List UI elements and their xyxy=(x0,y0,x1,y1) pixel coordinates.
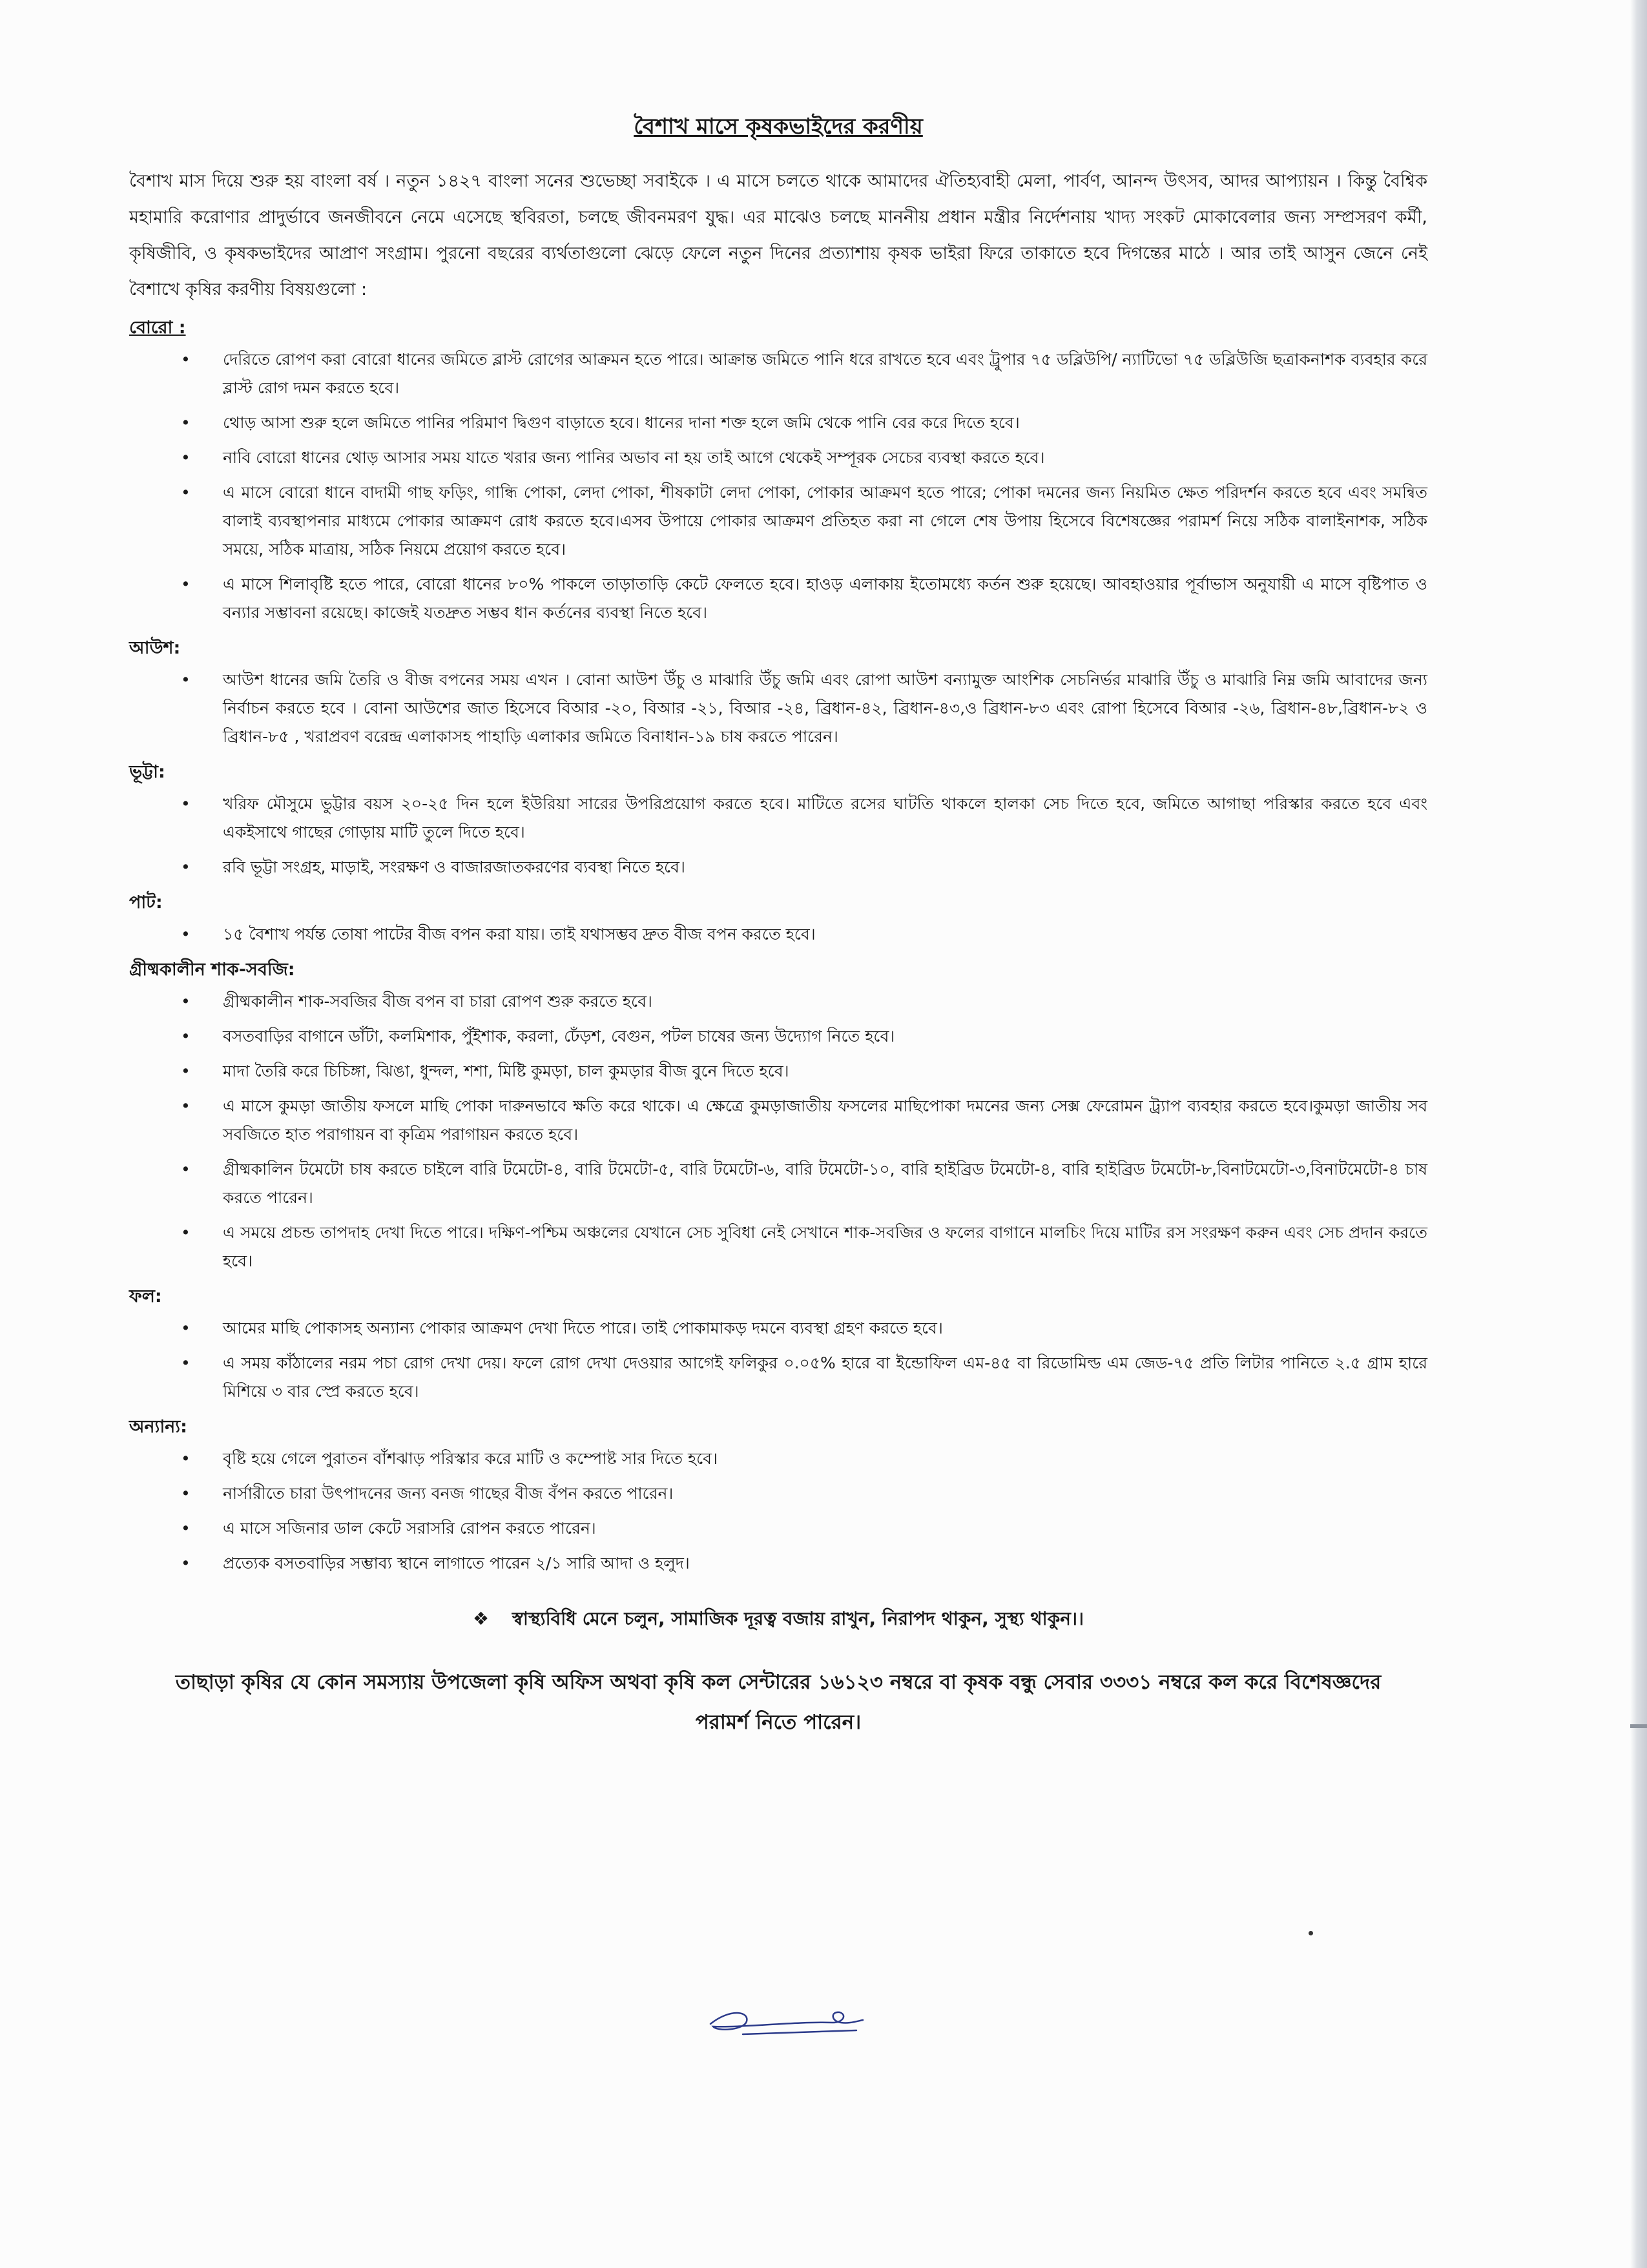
bullet-icon: • xyxy=(181,1223,191,1242)
list-item xyxy=(129,853,1427,881)
list-item xyxy=(129,570,1427,627)
diamond-bullet-icon: ❖ xyxy=(473,1608,490,1629)
section-list xyxy=(129,666,1427,751)
list-item-text: ১৫ বৈশাখ পর্যন্ত তোষা পাটের বীজ বপন করা যায়। তাই যথাসম্ভব দ্রুত বীজ বপন করতে হবে। xyxy=(223,925,816,943)
scan-speck xyxy=(1309,1931,1313,1935)
section-list xyxy=(129,1314,1427,1406)
bullet-icon: • xyxy=(181,1319,191,1337)
document-title: বৈশাখ মাসে কৃষকভাইদের করণীয় xyxy=(634,114,923,139)
section xyxy=(129,1282,1427,1406)
section-list xyxy=(129,1445,1427,1578)
list-item xyxy=(129,1445,1427,1473)
list-item xyxy=(129,1314,1427,1343)
sections-container xyxy=(129,313,1427,1578)
list-item-text: এ সময়ে প্রচন্ড তাপদাহ দেখা দিতে পারে। দক্ষিণ-পশ্চিম অঞ্চলের যেখানে সেচ সুবিধা নেই সেখানে শাক-সবজির ও ফলের বাগানে মালচিং দিয়ে মাটির রস সংরক্ষণ করুন এবং সেচ প্রদান করতে হবে। xyxy=(223,1223,1427,1270)
bullet-icon: • xyxy=(181,1554,191,1572)
section xyxy=(129,758,1427,881)
list-item-text: এ সময় কাঁঠালের নরম পচা রোগ দেখা দেয়। ফলে রোগ দেখা দেওয়ার আগেই ফলিকুর ০.০৫% হারে বা ইন্ডোফিল এম-৪৫ বা রিডোমিল্ড এম জেড-৭৫ প্রতি লিটার পানিতে ২.৫ গ্রাম হারে মিশিয়ে ৩ বার স্প্রে করতে হবে। xyxy=(223,1354,1427,1401)
bullet-icon: • xyxy=(181,483,191,502)
section-heading: আউশ: xyxy=(129,638,181,658)
list-item-text: রবি ভূট্টা সংগ্রহ, মাড়াই, সংরক্ষণ ও বাজারজাতকরণের ব্যবস্থা নিতে হবে। xyxy=(223,858,685,876)
document-body xyxy=(129,97,1427,1742)
bullet-icon: • xyxy=(181,1027,191,1046)
list-item-text: এ মাসে বোরো ধানে বাদামী গাছ ফড়িং, গান্ধি পোকা, লেদা পোকা, শীষকাটা লেদা পোকা, পোকার আক্রমণ হতে পারে; পোকা দমনের জন্য নিয়মিত ক্ষেত পরিদর্শন করতে হবে এবং সমন্বিত বালাই ব্যবস্থাপনার মাধ্যমে পোকার আক্রমণ রোধ করতে হবে।এসব উপায়ে পোকার আক্রমণ প্রতিহত করা না গেলে শেষ উপায় হিসেবে বিশেষজ্ঞের পরামর্শ নিয়ে সঠিক বালাইনাশক, সঠিক সময়ে, সঠিক মাত্রায়, সঠিক নিয়মে প্রয়োগ করতে হবে। xyxy=(223,483,1427,559)
section-list xyxy=(129,987,1427,1275)
list-item xyxy=(129,345,1427,402)
list-item-text: দেরিতে রোপণ করা বোরো ধানের জমিতে ব্লাস্ট রোগের আক্রমন হতে পারে। আক্রান্ত জমিতে পানি ধরে রাখতে হবে এবং ট্রুপার ৭৫ ডব্লিউপি/ ন্যাটিভো ৭৫ ডব্লিউজি ছত্রাকনাশক ব্যবহার করে ব্লাস্ট রোগ দমন করতে হবে। xyxy=(223,350,1427,397)
section xyxy=(129,955,1427,1275)
bullet-icon: • xyxy=(181,858,191,876)
bullet-icon: • xyxy=(181,1449,191,1468)
scanner-edge-mark xyxy=(1630,1724,1647,1728)
list-item-text: গ্রীষ্মকালীন শাক-সবজির বীজ বপন বা চারা রোপণ শুরু করতে হবে। xyxy=(223,992,652,1011)
list-item xyxy=(129,1219,1427,1275)
section xyxy=(129,1412,1427,1578)
bullet-icon: • xyxy=(181,413,191,432)
list-item xyxy=(129,444,1427,472)
health-note xyxy=(129,1605,1427,1635)
scanner-page-edge xyxy=(1630,0,1647,2268)
section xyxy=(129,634,1427,751)
bullet-icon: • xyxy=(181,1484,191,1503)
list-item xyxy=(129,666,1427,751)
intro-paragraph: বৈশাখ মাস দিয়ে শুরু হয় বাংলা বর্ষ । নতুন ১৪২৭ বাংলা সনের শুভেচ্ছা সবাইকে । এ মাসে চলতে থাকে আমাদের ঐতিহ্যবাহী মেলা, পার্বণ, আনন্দ উৎসব, আদর আপ্যায়ন । কিন্তু বৈশ্বিক মহামারি করোণার প্রাদুর্ভাবে জনজীবনে নেমে এসেছে স্থবিরতা, চলছে জীবনমরণ যুদ্ধ। এর মাঝেও চলছে মাননীয় প্রধান মন্ত্রীর নির্দেশনায় খাদ্য সংকট মোকাবেলার জন্য সম্প্রসরণ কর্মী, কৃষিজীবি, ও কৃষকভাইদের আপ্রাণ সংগ্রাম। পুরনো বছরের ব্যর্থতাগুলো ঝেড়ে ফেলে নতুন দিনের প্রত্যাশায় কৃষক ভাইরা ফিরে তাকাতে হবে দিগন্তের মাঠে । আর তাই আসুন জেনে নেই বৈশাখে কৃষির করণীয় বিষয়গুলো : xyxy=(129,171,1427,300)
list-item-text: গ্রীষ্মকালিন টমেটো চাষ করতে চাইলে বারি টমেটো-৪, বারি টমেটো-৫, বারি টমেটো-৬, বারি টমেটো-১০, বারি হাইব্রিড টমেটো-৪, বারি হাইব্রিড টমেটো-৮,বিনাটমেটো-৩,বিনাটমেটো-৪ চাষ করতে পারেন। xyxy=(223,1160,1427,1207)
section-heading: ফল: xyxy=(129,1286,162,1306)
list-item-text: এ মাসে শিলাবৃষ্টি হতে পারে, বোরো ধানের ৮০% পাকলে তাড়াতাড়ি কেটে ফেলতে হবে। হাওড় এলাকায় ইতোমধ্যে কর্তন শুরু হয়েছে। আবহাওয়ার পূর্বাভাস অনুযায়ী এ মাসে বৃষ্টিপাত ও বন্যার সম্ভাবনা রয়েছে। কাজেই যতদ্রুত সম্ভব ধান কর্তনের ব্যবস্থা নিতে হবে। xyxy=(223,575,1427,622)
section-heading: গ্রীষ্মকালীন শাক-সবজি: xyxy=(129,960,295,980)
list-item xyxy=(129,1514,1427,1543)
list-item-text: প্রত্যেক বসতবাড়ির সম্ভাব্য স্থানে লাগাতে পারেন ২/১ সারি আদা ও হলুদ। xyxy=(223,1554,690,1572)
list-item-text: বসতবাড়ির বাগানে ডাঁটা, কলমিশাক, পুঁইশাক, করলা, ঢেঁড়শ, বেগুন, পটল চাষের জন্য উদ্যোগ নিতে হবে। xyxy=(223,1027,895,1046)
bullet-icon: • xyxy=(181,670,191,689)
list-item-text: এ মাসে সজিনার ডাল কেটে সরাসরি রোপন করতে পারেন। xyxy=(223,1519,596,1538)
section-list xyxy=(129,920,1427,949)
list-item xyxy=(129,920,1427,949)
list-item-text: এ মাসে কুমড়া জাতীয় ফসলে মাছি পোকা দারুনভাবে ক্ষতি করে থাকে। এ ক্ষেত্রে কুমড়াজাতীয় ফসলের মাছিপোকা দমনের জন্য সেক্স ফেরোমন ট্র্যাপ ব্যবহার করতে হবে।কুমড়া জাতীয় সব সবজিতে হাত পরাগায়ন বা কৃত্রিম পরাগায়ন করতে হবে। xyxy=(223,1097,1427,1144)
list-item xyxy=(129,409,1427,437)
section-heading: অন্যান্য: xyxy=(129,1417,187,1437)
health-note-text: স্বাস্থ্যবিধি মেনে চলুন, সামাজিক দূরত্ব বজায় রাখুন, নিরাপদ থাকুন, সুস্থ্য থাকুন।। xyxy=(512,1608,1084,1629)
list-item xyxy=(129,1479,1427,1508)
list-item-text: নাবি বোরো ধানের থোড় আসার সময় যাতে খরার জন্য পানির অভাব না হয় তাই আগে থেকেই সম্পূরক সেচের ব্যবস্থা করতে হবে। xyxy=(223,448,1045,467)
closing-paragraph: তাছাড়া কৃষির যে কোন সমস্যায় উপজেলা কৃষি অফিস অথবা কৃষি কল সেন্টারের ১৬১২৩ নম্বরে বা কৃষক বন্ধু সেবার ৩৩৩১ নম্বরে কল করে বিশেষজ্ঞদের পরামর্শ নিতে পারেন। xyxy=(175,1671,1382,1734)
section-heading: পাট: xyxy=(129,892,163,912)
bullet-icon: • xyxy=(181,350,191,369)
list-item xyxy=(129,1549,1427,1578)
bullet-icon: • xyxy=(181,1160,191,1179)
section xyxy=(129,313,1427,627)
list-item xyxy=(129,1155,1427,1212)
section-heading: ভূট্টা: xyxy=(129,762,165,782)
bullet-icon: • xyxy=(181,1519,191,1538)
list-item xyxy=(129,1022,1427,1051)
bullet-icon: • xyxy=(181,575,191,593)
list-item xyxy=(129,790,1427,847)
bullet-icon: • xyxy=(181,1062,191,1080)
list-item-text: বৃষ্টি হয়ে গেলে পুরাতন বাঁশঝাড় পরিস্কার করে মাটি ও কম্পোষ্ট সার দিতে হবে। xyxy=(223,1449,718,1468)
list-item-text: খরিফ মৌসুমে ভুট্টার বয়স ২০-২৫ দিন হলে ইউরিয়া সারের উপরিপ্রয়োগ করতে হবে। মাটিতে রসের ঘাটতি থাকলে হালকা সেচ দিতে হবে, জমিতে আগাছা পরিস্কার করতে হবে এবং একইসাথে গাছের গোড়ায় মাটি তুলে দিতে হবে। xyxy=(223,794,1427,841)
list-item xyxy=(129,1057,1427,1086)
bullet-icon: • xyxy=(181,1354,191,1372)
section xyxy=(129,888,1427,949)
list-item xyxy=(129,479,1427,564)
list-item xyxy=(129,1092,1427,1149)
list-item xyxy=(129,1349,1427,1406)
list-item xyxy=(129,987,1427,1016)
list-item-text: আমের মাছি পোকাসহ অন্যান্য পোকার আক্রমণ দেখা দিতে পারে। তাই পোকামাকড় দমনে ব্যবস্থা গ্রহণ করতে হবে। xyxy=(223,1319,943,1337)
list-item-text: মাদা তৈরি করে চিচিঙ্গা, ঝিঙা, ধুন্দল, শশা, মিষ্টি কুমড়া, চাল কুমড়ার বীজ বুনে দিতে হবে। xyxy=(223,1062,789,1080)
list-item-text: আউশ ধানের জমি তৈরি ও বীজ বপনের সময় এখন । বোনা আউশ উঁচু ও মাঝারি উঁচু জমি এবং রোপা আউশ বন্যামুক্ত আংশিক সেচনির্ভর মাঝারি উঁচু ও মাঝারি নিম্ন জমি আবাদের জন্য নির্বাচন করতে হবে । বোনা আউশের জাত হিসেবে বিআর -২০, বিআর -২১, বিআর -২৪, ব্রিধান-৪২, ব্রিধান-৪৩,ও ব্রিধান-৮৩ এবং রোপা হিসেবে বিআর -২৬, ব্রিধান-৪৮,ব্রিধান-৮২ ও ব্রিধান-৮৫ , খরাপ্রবণ বরেন্দ্র এলাকাসহ পাহাড়ি এলাকার জমিতে বিনাধান-১৯ চাষ করতে পারেন। xyxy=(223,670,1427,746)
bullet-icon: • xyxy=(181,448,191,467)
bullet-icon: • xyxy=(181,992,191,1011)
bullet-icon: • xyxy=(181,925,191,943)
section-list xyxy=(129,790,1427,881)
signature xyxy=(704,1995,872,2047)
list-item-text: থোড় আসা শুরু হলে জমিতে পানির পরিমাণ দ্বিগুণ বাড়াতে হবে। ধানের দানা শক্ত হলে জমি থেকে পানি বের করে দিতে হবে। xyxy=(223,413,1020,432)
bullet-icon: • xyxy=(181,794,191,813)
section-list xyxy=(129,345,1427,627)
bullet-icon: • xyxy=(181,1097,191,1115)
list-item-text: নার্সারীতে চারা উৎপাদনের জন্য বনজ গাছের বীজ বঁপন করতে পারেন। xyxy=(223,1484,674,1503)
section-heading: বোরো : xyxy=(129,318,186,338)
